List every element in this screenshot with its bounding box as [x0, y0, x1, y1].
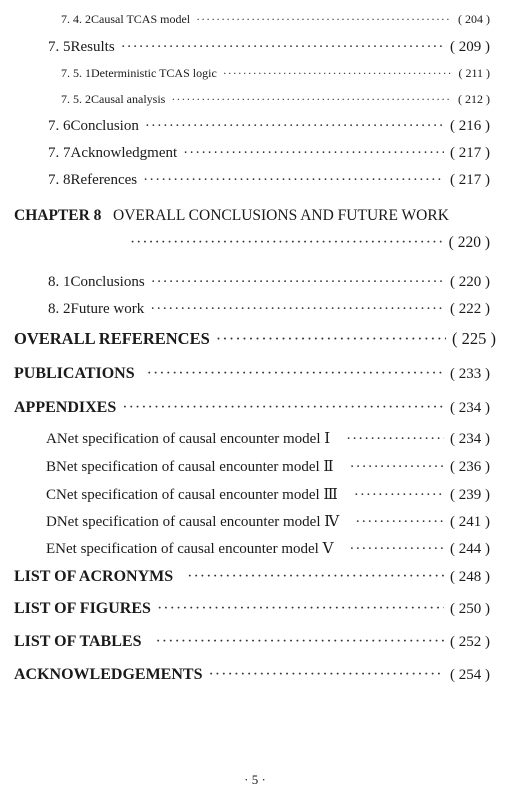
entry-page: ( 252 ): [450, 634, 490, 650]
appendix-letter: B: [46, 459, 57, 475]
entry-title: APPENDIXES: [14, 399, 117, 416]
entry-title: References: [70, 172, 138, 188]
entry-number: 7. 5. 2: [61, 92, 91, 106]
entry-number: 7. 5: [48, 39, 71, 55]
toc-entry-acknowledgements[interactable]: [14, 666, 490, 684]
chapter-title: OVERALL CONCLUSIONS AND FUTURE WORK: [113, 207, 449, 224]
dot-leader: [130, 234, 443, 252]
entry-number: 7. 4. 2: [61, 12, 91, 26]
toc-appendix-e[interactable]: [46, 539, 490, 558]
dot-leader: [150, 301, 444, 318]
dot-leader: [350, 459, 444, 476]
dot-leader: [121, 39, 444, 56]
entry-title: OVERALL REFERENCES: [14, 329, 210, 348]
entry-title: Net specification of causal encounter model Ⅰ: [56, 431, 331, 447]
entry-title: ACKNOWLEDGEMENTS: [14, 666, 203, 683]
dot-leader: [157, 600, 444, 618]
dot-leader: [216, 329, 446, 349]
entry-title: LIST OF FIGURES: [14, 600, 151, 617]
entry-title: Deterministic TCAS logic: [91, 66, 217, 80]
appendix-letter: E: [46, 541, 56, 557]
entry-page: ( 234 ): [450, 400, 490, 416]
entry-number: 7. 6: [48, 118, 71, 134]
toc-entry-list-of-acronyms[interactable]: [14, 568, 490, 586]
entry-page: ( 234 ): [450, 431, 490, 447]
dot-leader: [147, 365, 444, 383]
entry-title: Net specification of causal encounter model Ⅲ: [56, 487, 338, 503]
chapter-8-page-line[interactable]: [130, 234, 490, 252]
toc-entry-appendixes[interactable]: [14, 399, 490, 417]
toc-entry-7-5-1[interactable]: [61, 66, 490, 81]
entry-page: ( 250 ): [450, 601, 490, 617]
dot-leader: [145, 118, 444, 135]
dot-leader: [155, 633, 444, 651]
entry-page: ( 225 ): [452, 329, 496, 348]
dot-leader: [171, 92, 452, 107]
entry-page: ( 236 ): [450, 459, 490, 475]
appendix-letter: C: [46, 487, 57, 503]
chapter-label: CHAPTER 8: [14, 207, 102, 224]
dot-leader: [196, 12, 452, 27]
entry-number: 8. 2: [48, 301, 71, 317]
entry-page: ( 239 ): [450, 487, 490, 503]
entry-page: ( 209 ): [450, 39, 490, 55]
entry-page: ( 244 ): [450, 541, 490, 557]
toc-entry-list-of-figures[interactable]: [14, 600, 490, 618]
entry-page: ( 217 ): [450, 172, 490, 188]
toc-entry-7-7[interactable]: [48, 145, 490, 162]
dot-leader: [151, 274, 444, 291]
entry-page: ( 211 ): [458, 66, 490, 80]
entry-number: 8. 1: [48, 274, 71, 290]
entry-page: ( 233 ): [450, 366, 490, 382]
entry-title: Net specification of causal encounter model Ⅴ: [55, 541, 334, 557]
entry-title: Net specification of causal encounter model Ⅳ: [56, 514, 340, 530]
page-number: · 5 ·: [244, 772, 266, 787]
entry-page: ( 204 ): [458, 12, 490, 26]
toc-entry-8-2[interactable]: [48, 301, 490, 318]
dot-leader: [223, 66, 453, 81]
dot-leader: [208, 666, 444, 684]
toc-entry-7-8[interactable]: [48, 172, 490, 189]
entry-page: ( 248 ): [450, 569, 490, 585]
entry-page: ( 216 ): [450, 118, 490, 134]
entry-title: PUBLICATIONS: [14, 365, 135, 382]
entry-page: ( 222 ): [450, 301, 490, 317]
entry-page: ( 254 ): [450, 667, 490, 683]
toc-appendix-d[interactable]: [46, 512, 490, 531]
entry-page: ( 241 ): [450, 514, 490, 530]
toc-entry-publications[interactable]: [14, 365, 490, 383]
entry-title: Conclusions: [70, 274, 145, 290]
entry-page: ( 217 ): [450, 145, 490, 161]
toc-entry-list-of-tables[interactable]: [14, 633, 490, 651]
toc-appendix-c[interactable]: [46, 485, 490, 504]
dot-leader: [122, 399, 444, 417]
toc-entry-7-5-2[interactable]: [61, 92, 490, 107]
entry-title: LIST OF ACRONYMS: [14, 568, 174, 585]
entry-title: Causal analysis: [91, 92, 166, 106]
toc-entry-7-4-2[interactable]: [61, 12, 490, 27]
entry-page: ( 220 ): [450, 274, 490, 290]
toc-entry-8-1[interactable]: [48, 274, 490, 291]
entry-number: 7. 7: [48, 145, 71, 161]
dot-leader: [349, 541, 444, 558]
toc-entry-7-6[interactable]: [48, 118, 490, 135]
toc-appendix-a[interactable]: [46, 429, 490, 448]
entry-title: Results: [70, 39, 115, 55]
entry-title: Causal TCAS model: [91, 12, 191, 26]
dot-leader: [187, 568, 444, 586]
toc-appendix-b[interactable]: [46, 457, 490, 476]
chapter-8-heading[interactable]: [14, 207, 449, 225]
appendix-letter: A: [46, 431, 57, 447]
toc-entry-7-5[interactable]: [48, 39, 490, 56]
dot-leader: [183, 145, 444, 162]
entry-page: ( 220 ): [448, 234, 490, 251]
dot-leader: [355, 514, 444, 531]
entry-title: LIST OF TABLES: [14, 633, 142, 650]
entry-page: ( 212 ): [458, 92, 490, 106]
entry-title: Net specification of causal encounter model Ⅱ: [56, 459, 334, 475]
appendix-letter: D: [46, 514, 57, 530]
dot-leader: [143, 172, 444, 189]
entry-title: Conclusion: [70, 118, 139, 134]
entry-title: Future work: [70, 301, 145, 317]
toc-entry-overall-references[interactable]: [14, 329, 496, 349]
dot-leader: [354, 487, 444, 504]
entry-number: 7. 8: [48, 172, 71, 188]
entry-title: Acknowledgment: [70, 145, 178, 161]
entry-number: 7. 5. 1: [61, 66, 91, 80]
dot-leader: [346, 431, 444, 448]
